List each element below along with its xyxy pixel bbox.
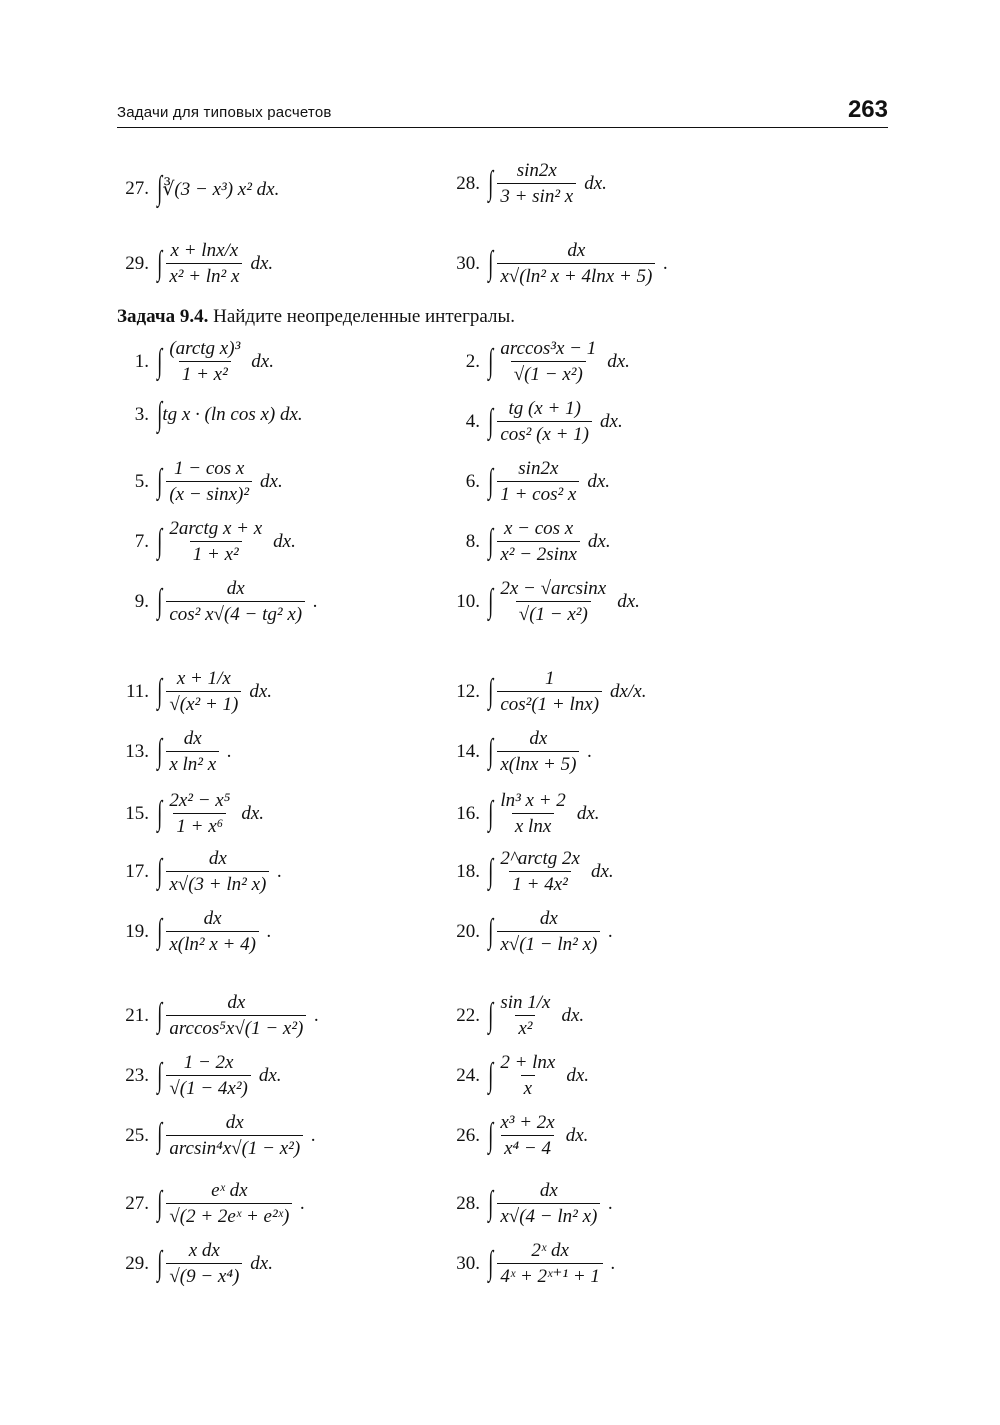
denominator: x	[521, 1075, 535, 1100]
task-heading	[117, 306, 515, 328]
problem-2	[448, 338, 630, 386]
formula	[159, 1052, 282, 1100]
problem-27	[117, 1180, 305, 1228]
problem-9	[117, 578, 318, 626]
denominator: x² + ln² x	[166, 263, 242, 288]
numerator: dx	[208, 848, 227, 869]
problem-number: 7.	[134, 530, 149, 552]
integral-sign: ∫	[157, 462, 163, 500]
prev-problem-29	[117, 240, 273, 288]
fraction	[497, 160, 576, 208]
formula	[159, 668, 272, 716]
prev-problem-30	[448, 240, 668, 288]
formula	[490, 458, 610, 506]
problem-28	[448, 1180, 613, 1228]
fraction	[166, 908, 259, 956]
denominator: √(2 + 2eˣ + e²ˣ)	[166, 1203, 292, 1228]
fraction	[497, 728, 579, 776]
problem-1	[117, 338, 274, 386]
integral-sign: ∫	[488, 462, 494, 500]
differential: dx.	[251, 350, 274, 372]
problem-23	[117, 1052, 282, 1100]
fraction	[166, 1052, 251, 1100]
problem-number: 16.	[456, 802, 480, 824]
integral-sign: ∫	[157, 582, 163, 620]
denominator: √(9 − x⁴)	[166, 1263, 242, 1288]
differential: dx.	[617, 590, 640, 612]
problem-29	[117, 1240, 273, 1288]
numerator: sin2x	[518, 458, 559, 479]
page-number: 263	[847, 96, 888, 123]
differential: .	[266, 920, 272, 942]
problem-number: 18.	[456, 860, 480, 882]
formula	[490, 790, 600, 838]
differential: .	[314, 1004, 320, 1026]
integral-sign: ∫	[157, 996, 163, 1034]
numerator: dx	[567, 240, 586, 261]
fraction	[166, 790, 233, 838]
fraction	[166, 1240, 242, 1288]
denominator: cos² (x + 1)	[497, 421, 592, 446]
fraction	[166, 1112, 303, 1160]
differential: dx.	[250, 252, 274, 274]
integrand: ∛(3 − x³) x² dx.	[162, 178, 280, 200]
denominator: 1 + cos² x	[497, 481, 579, 506]
formula	[159, 518, 296, 566]
numerator: x + 1/x	[176, 668, 231, 689]
denominator: 4ˣ + 2ˣ⁺¹ + 1	[497, 1263, 603, 1288]
formula	[490, 338, 630, 386]
formula	[159, 1112, 316, 1160]
differential: .	[277, 860, 283, 882]
fraction	[166, 338, 243, 386]
denominator: 1 + 4x²	[509, 871, 570, 896]
formula	[490, 398, 623, 446]
fraction	[497, 240, 655, 288]
problem-number: 4.	[465, 410, 480, 432]
differential: dx.	[250, 1252, 273, 1274]
problem-number: 28.	[456, 1192, 480, 1214]
fraction	[166, 458, 252, 506]
problem-number: 3.	[134, 404, 149, 425]
formula	[159, 458, 283, 506]
integral-sign: ∫	[488, 852, 494, 890]
numerator: 2x − √arcsinx	[500, 578, 607, 599]
differential: dx.	[260, 470, 283, 492]
formula	[490, 1112, 588, 1160]
problem-number: 23.	[125, 1064, 149, 1086]
fraction	[166, 240, 242, 288]
integral-sign: ∫	[157, 912, 163, 950]
problem-number: 11.	[125, 680, 149, 702]
header-rule	[117, 127, 888, 128]
integral-sign: ∫	[488, 912, 494, 950]
differential: dx/x.	[610, 680, 647, 702]
numerator: sin2x	[516, 160, 557, 181]
denominator: x² − 2sinx	[497, 541, 580, 566]
denominator: √(1 − x²)	[516, 601, 591, 626]
differential: dx.	[587, 470, 611, 492]
fraction	[497, 908, 600, 956]
problem-number: 10.	[456, 590, 480, 612]
formula	[159, 992, 319, 1040]
problem-number: 22.	[456, 1004, 480, 1026]
problem-30	[448, 1240, 616, 1288]
integral-sign: ∫	[488, 794, 494, 832]
numerator: dx	[225, 1112, 244, 1133]
fraction	[166, 578, 305, 626]
problem-number: 19.	[125, 920, 149, 942]
denominator: cos² x√(4 − tg² x)	[166, 601, 305, 626]
numerator: dx	[529, 728, 548, 749]
numerator: eˣ dx	[211, 1180, 248, 1201]
denominator: 1 + x²	[190, 541, 242, 566]
fraction	[497, 578, 609, 626]
denominator: x⁴ − 4	[501, 1135, 554, 1160]
problem-5	[117, 458, 283, 506]
problem-number: 17.	[125, 860, 149, 882]
denominator: x√(4 − ln² x)	[497, 1203, 600, 1228]
problem-number: 5.	[134, 470, 149, 492]
differential: dx.	[258, 1064, 282, 1086]
differential: dx.	[584, 172, 607, 194]
integrand: tg x · (ln cos x) dx.	[162, 404, 303, 425]
problem-7	[117, 518, 296, 566]
fraction	[497, 1112, 557, 1160]
fraction	[497, 992, 553, 1040]
problem-number: 29.	[125, 1252, 149, 1274]
problem-17	[117, 848, 282, 896]
problem-number: 8.	[465, 530, 480, 552]
denominator: x lnx	[512, 813, 554, 838]
integral-sign: ∫	[157, 244, 163, 282]
differential: .	[311, 1124, 316, 1146]
differential: .	[610, 1252, 616, 1274]
task-label: Задача 9.4.	[117, 306, 209, 327]
differential: dx.	[566, 1064, 590, 1086]
differential: .	[608, 920, 614, 942]
fraction	[166, 848, 269, 896]
denominator: x(ln² x + 4)	[166, 931, 259, 956]
denominator: x ln² x	[166, 751, 219, 776]
fraction	[497, 1052, 558, 1100]
fraction	[497, 458, 579, 506]
problem-3	[117, 398, 303, 432]
integral-sign: ∫	[157, 1244, 163, 1282]
fraction	[166, 728, 219, 776]
integral-sign: ∫	[157, 672, 163, 710]
problem-number: 9.	[134, 590, 149, 612]
problem-8	[448, 518, 611, 566]
problem-number: 25.	[125, 1124, 149, 1146]
problem-12	[448, 668, 646, 716]
problem-number: 29.	[125, 252, 149, 274]
differential: .	[227, 740, 232, 762]
integral-sign: ∫	[488, 1056, 494, 1094]
problem-number: 28.	[456, 172, 480, 194]
problem-24	[448, 1052, 589, 1100]
numerator: 1	[544, 668, 555, 689]
fraction	[497, 1240, 603, 1288]
denominator: arccos⁵x√(1 − x²)	[166, 1015, 306, 1040]
denominator: √(1 − x²)	[511, 361, 586, 386]
formula	[490, 848, 614, 896]
integral-sign: ∫	[488, 1184, 494, 1222]
differential: dx.	[607, 350, 630, 372]
problem-number: 21.	[125, 1004, 149, 1026]
formula	[490, 518, 611, 566]
problem-16	[448, 790, 600, 838]
differential: dx.	[273, 530, 296, 552]
problem-number: 6.	[465, 470, 480, 492]
differential: .	[313, 590, 318, 612]
fraction	[497, 790, 568, 838]
integral-sign: ∫	[488, 402, 494, 440]
problem-4	[448, 398, 623, 446]
problem-10	[448, 578, 640, 626]
differential: dx.	[249, 680, 273, 702]
task-text: Найдите неопределенные интегралы.	[213, 306, 515, 327]
numerator: dx	[203, 908, 222, 929]
numerator: 2x² − x⁵	[169, 790, 231, 811]
problem-21	[117, 992, 319, 1040]
formula	[159, 790, 264, 838]
problem-number: 20.	[456, 920, 480, 942]
differential: dx.	[590, 860, 614, 882]
formula	[159, 848, 282, 896]
problem-20	[448, 908, 613, 956]
numerator: dx	[539, 1180, 558, 1201]
running-header: Задачи для типовых расчетов	[117, 104, 332, 121]
formula	[159, 338, 274, 386]
fraction	[497, 848, 583, 896]
numerator: arccos³x − 1	[500, 338, 597, 359]
formula	[159, 908, 272, 956]
problem-number: 2.	[465, 350, 480, 372]
formula	[490, 578, 640, 626]
fraction	[166, 668, 241, 716]
integral-sign: ∫	[157, 1056, 163, 1094]
problem-26	[448, 1112, 588, 1160]
integral-sign: ∫	[488, 1116, 494, 1154]
problem-number: 1.	[134, 350, 149, 372]
problem-number: 15.	[125, 802, 149, 824]
integral-sign: ∫	[157, 1116, 163, 1154]
numerator: tg (x + 1)	[508, 398, 581, 419]
integral-sign: ∫	[488, 582, 494, 620]
formula	[490, 992, 584, 1040]
formula	[490, 1180, 613, 1228]
formula	[490, 908, 613, 956]
problem-number: 26.	[456, 1124, 480, 1146]
denominator: x√(ln² x + 4lnx + 5)	[497, 263, 655, 288]
fraction	[497, 1180, 600, 1228]
numerator: 2 + lnx	[500, 1052, 556, 1073]
denominator: √(1 − 4x²)	[166, 1075, 251, 1100]
differential: .	[663, 252, 669, 274]
formula	[159, 1180, 305, 1228]
fraction	[497, 398, 592, 446]
formula	[490, 668, 646, 716]
numerator: dx	[539, 908, 558, 929]
formula	[159, 1240, 273, 1288]
problem-15	[117, 790, 264, 838]
denominator: 1 + x²	[179, 361, 231, 386]
integral-sign: ∫	[157, 1184, 163, 1222]
formula	[490, 1052, 589, 1100]
fraction	[166, 518, 265, 566]
differential: dx.	[587, 530, 611, 552]
formula	[159, 578, 318, 626]
denominator: (x − sinx)²	[166, 481, 252, 506]
denominator: arcsin⁴x√(1 − x²)	[166, 1135, 303, 1160]
integral-sign: ∫	[157, 852, 163, 890]
problem-25	[117, 1112, 316, 1160]
integral-sign: ∫	[488, 996, 494, 1034]
integral-sign: ∫	[157, 342, 163, 380]
differential: dx.	[576, 802, 600, 824]
differential: dx.	[600, 410, 623, 432]
fraction	[497, 338, 599, 386]
problem-number: 12.	[456, 680, 480, 702]
integral-sign: ∫	[157, 732, 163, 770]
fraction	[166, 992, 306, 1040]
fraction	[166, 1180, 292, 1228]
formula	[159, 728, 232, 776]
differential: .	[300, 1192, 306, 1214]
integral-sign: ∫	[488, 732, 494, 770]
denominator: x√(3 + ln² x)	[166, 871, 269, 896]
denominator: x(lnx + 5)	[497, 751, 579, 776]
prev-problem-27	[117, 172, 279, 206]
problem-22	[448, 992, 584, 1040]
integral-sign: ∫	[157, 170, 163, 207]
denominator: x√(1 − ln² x)	[497, 931, 600, 956]
integral-sign: ∫	[488, 244, 494, 282]
denominator: 1 + x⁶	[173, 813, 226, 838]
numerator: dx	[227, 992, 246, 1013]
problem-number: 24.	[456, 1064, 480, 1086]
integral-sign: ∫	[157, 396, 163, 433]
problem-number: 13.	[125, 740, 149, 762]
differential: dx.	[561, 1004, 585, 1026]
differential: dx.	[241, 802, 265, 824]
differential: dx.	[565, 1124, 589, 1146]
numerator: 1 − cos x	[174, 458, 245, 479]
problem-number: 14.	[456, 740, 480, 762]
numerator: ln³ x + 2	[500, 790, 566, 811]
denominator: √(x² + 1)	[166, 691, 241, 716]
formula	[159, 398, 303, 432]
integral-sign: ∫	[488, 522, 494, 560]
integral-sign: ∫	[488, 164, 494, 202]
formula	[490, 728, 592, 776]
numerator: dx	[183, 728, 202, 749]
problem-number: 27.	[125, 178, 149, 199]
numerator: x − cos x	[503, 518, 574, 539]
differential: .	[608, 1192, 614, 1214]
denominator: 3 + sin² x	[497, 183, 576, 208]
numerator: dx	[226, 578, 245, 599]
integral-sign: ∫	[488, 1244, 494, 1282]
numerator: sin 1/x	[500, 992, 551, 1013]
integral-sign: ∫	[157, 794, 163, 832]
integral-sign: ∫	[488, 342, 494, 380]
integral-sign: ∫	[157, 522, 163, 560]
prev-problem-28	[448, 160, 607, 208]
problem-18	[448, 848, 614, 896]
numerator: 2arctg x + x	[169, 518, 263, 539]
numerator: 1 − 2x	[183, 1052, 234, 1073]
problem-19	[117, 908, 272, 956]
numerator: 2ˣ dx	[531, 1240, 569, 1261]
formula	[490, 1240, 616, 1288]
differential: .	[587, 740, 593, 762]
problem-14	[448, 728, 592, 776]
numerator: 2^arctg 2x	[500, 848, 580, 869]
problem-6	[448, 458, 610, 506]
numerator: x dx	[188, 1240, 220, 1261]
problem-13	[117, 728, 232, 776]
denominator: x²	[515, 1015, 535, 1040]
problem-number: 30.	[456, 252, 480, 274]
problem-number: 27.	[125, 1192, 149, 1214]
denominator: cos²(1 + lnx)	[497, 691, 602, 716]
numerator: x³ + 2x	[500, 1112, 555, 1133]
problem-11	[117, 668, 272, 716]
numerator: x + lnx/x	[170, 240, 239, 261]
numerator: (arctg x)³	[169, 338, 241, 359]
fraction	[497, 518, 580, 566]
integral-sign: ∫	[488, 672, 494, 710]
fraction	[497, 668, 602, 716]
problem-number: 30.	[456, 1252, 480, 1274]
